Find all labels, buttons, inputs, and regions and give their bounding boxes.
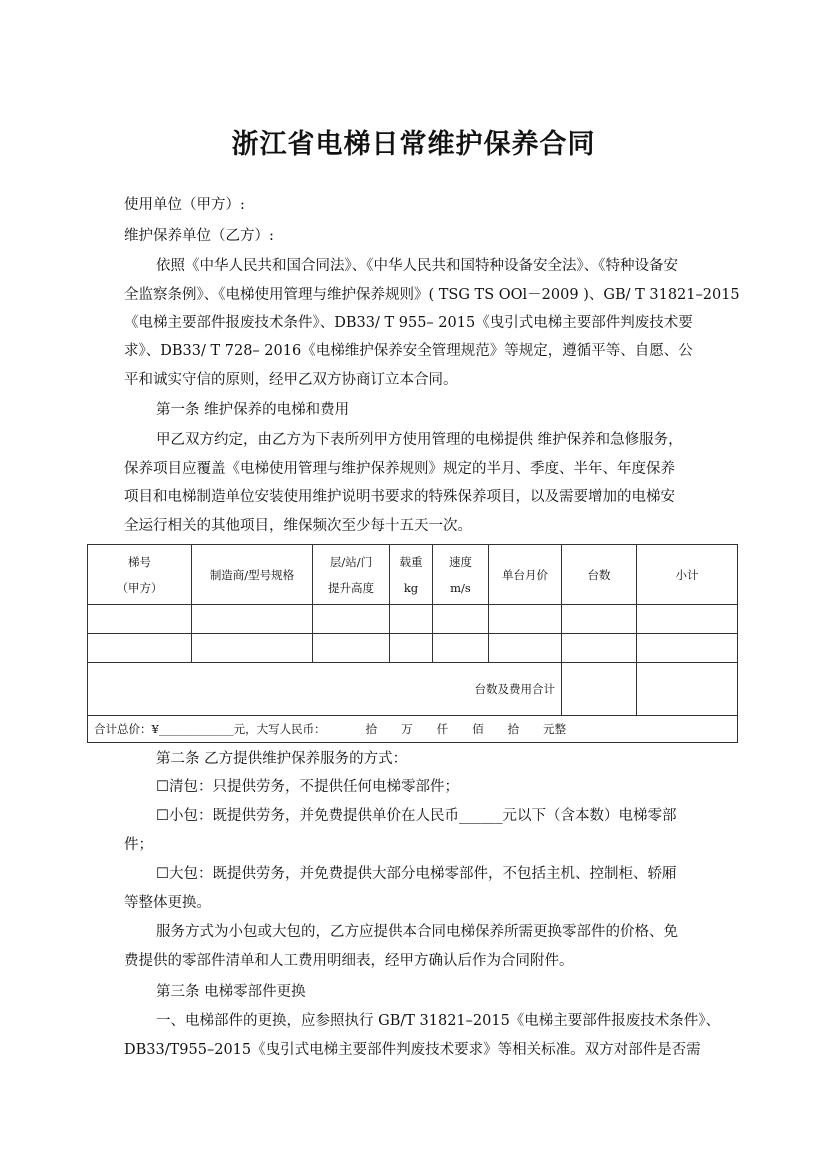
totals-fee-cell <box>637 663 738 716</box>
unit-yuan: 元整 <box>543 722 567 736</box>
header-floors: 层/站/门 提升高度 <box>313 545 390 605</box>
totals-row <box>88 663 738 716</box>
article-1-line: 保养项目应覆盖《电梯使用管理与维护保养规则》规定的半月、季度、半年、年度保养 <box>124 461 675 477</box>
intro-line: 全监察条例》、《电梯使用管理与维护保养规则》( TSG TS OOl－2009 )、GB/ T 31821–2015 <box>124 287 740 303</box>
sum-blank: _____________ <box>158 722 234 736</box>
totals-label: 台数及费用合计 <box>88 663 562 716</box>
header-model: 制造商/型号规格 <box>192 545 313 605</box>
page-title: 浙江省电梯日常维护保养合同 <box>231 129 596 160</box>
intro-line: 依照《中华人民共和国合同法》、《中华人民共和国特种设备安全法》、《特种设备安 <box>156 258 678 274</box>
article-2-note: 服务方式为小包或大包的，乙方应提供本合同电梯保养所需更换零部件的价格、免 <box>156 924 678 940</box>
unit-wan: 万 <box>401 722 413 736</box>
unit-shi: 拾 <box>365 722 378 736</box>
article-2-note: 费提供的零部件清单和人工费用明细表，经甲方确认后作为合同附件。 <box>124 953 574 969</box>
article-3-line: DB33/T955–2015《曳引式电梯主要部件判废技术要求》等相关标准。双方对部件是否需 <box>124 1042 701 1058</box>
unit-qian: 仟 <box>436 722 449 736</box>
intro-line: 平和诚实守信的原则，经甲乙双方协商订立本合同。 <box>124 372 458 388</box>
sum-mid: 元，大写人民币： <box>233 722 326 736</box>
grand-total-cell <box>88 716 738 743</box>
header-unit-price: 单台月价 <box>489 545 562 605</box>
option-qingbao: ☐清包：只提供劳务，不提供任何电梯零部件； <box>156 779 459 795</box>
table-header-row <box>88 545 738 605</box>
sum-prefix: 合计总价：¥ <box>94 722 159 736</box>
unit-bai: 佰 <box>472 722 484 736</box>
elevator-fee-table <box>87 544 738 743</box>
header-count: 台数 <box>562 545 637 605</box>
intro-line: 求》、DB33/ T 728– 2016《电梯维护保养安全管理规范》等规定，遵循平等、自愿、公 <box>124 343 693 359</box>
table-row <box>88 634 738 663</box>
option-dabao-cont: 等整体更换。 <box>124 895 211 911</box>
article-1-line: 甲乙双方约定，由乙方为下表所列甲方使用管理的电梯提供 维护保养和急修服务， <box>156 432 683 448</box>
grand-total-row <box>88 716 738 743</box>
article-1-title: 第一条 维护保养的电梯和费用 <box>156 402 350 418</box>
option-dabao: ☐大包：既提供劳务，并免费提供大部分电梯零部件，不包括主机、控制柜、轿厢 <box>156 866 677 882</box>
header-load: 载重 kg <box>390 545 433 605</box>
party-b-label: 维护保养单位（乙方）: <box>124 228 274 244</box>
table-row <box>88 605 738 634</box>
totals-count-cell <box>562 663 637 716</box>
unit-shi: 拾 <box>507 722 520 736</box>
header-elevator-no: 梯号 （甲方） <box>88 545 192 605</box>
header-speed: 速度 m/s <box>433 545 489 605</box>
option-xiaobao-cont: 件； <box>124 837 153 853</box>
header-subtotal: 小计 <box>637 545 738 605</box>
article-3-title: 第三条 电梯零部件更换 <box>156 984 306 1000</box>
article-2-title: 第二条 乙方提供维护保养服务的方式： <box>156 751 408 767</box>
party-a-label: 使用单位（甲方）: <box>124 197 245 213</box>
intro-line: 《电梯主要部件报废技术条件》、DB33/ T 955– 2015《曳引式电梯主要部件判废技术要 <box>124 315 693 331</box>
article-1-line: 项目和电梯制造单位安装使用维护说明书要求的特殊保养项目，以及需要增加的电梯安 <box>124 489 675 505</box>
article-1-line: 全运行相关的其他项目，维保频次至少每十五天一次。 <box>124 518 472 534</box>
option-xiaobao: ☐小包：既提供劳务，并免费提供单价在人民币______元以下（含本数）电梯零部 <box>156 808 677 824</box>
article-3-line: 一、电梯部件的更换，应参照执行 GB/T 31821–2015《电梯主要部件报废技术条件》、 <box>156 1013 721 1029</box>
